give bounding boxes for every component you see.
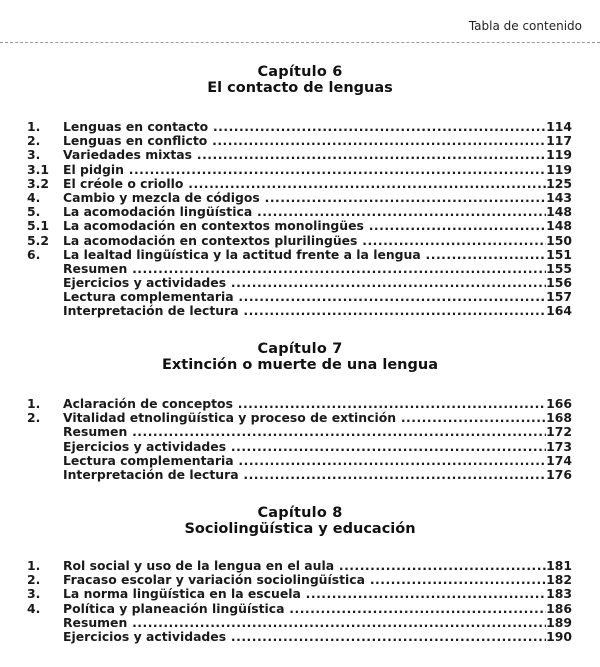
chapter-8-toc xyxy=(0,559,600,644)
toc-entry-page: 119 xyxy=(546,161,572,177)
toc-entry-page: 150 xyxy=(546,232,572,248)
toc-entry-number: 3.1 xyxy=(27,161,49,177)
toc-entry-label: La acomodación en contextos monolingües ..... xyxy=(63,219,546,233)
toc-entry[interactable] xyxy=(0,163,600,177)
toc-entry-number: 5. xyxy=(27,204,41,220)
toc-entry-number: 1. xyxy=(27,396,41,411)
toc-entry[interactable] xyxy=(0,468,600,482)
chapter-7-heading xyxy=(0,341,600,374)
toc-entry[interactable] xyxy=(0,248,600,262)
toc-entry[interactable] xyxy=(0,134,600,148)
toc-entry[interactable] xyxy=(0,559,600,573)
toc-entry-number: 2. xyxy=(27,410,41,426)
chapter-subtitle: El contacto de lenguas xyxy=(207,80,393,96)
chapter-subtitle: Sociolingüística y educación xyxy=(184,521,416,537)
toc-entry[interactable] xyxy=(0,304,600,318)
toc-entry-page: 168 xyxy=(546,410,572,426)
toc-entry-page: 173 xyxy=(546,438,572,454)
toc-entry[interactable] xyxy=(0,411,600,425)
toc-entry-label: La lealtad lingüística y la actitud frente a la lengua ..... xyxy=(63,248,546,262)
toc-entry[interactable] xyxy=(0,587,600,601)
toc-entry-page: 186 xyxy=(546,600,572,616)
toc-entry-number: 1. xyxy=(27,119,41,134)
toc-entry[interactable] xyxy=(0,440,600,454)
toc-entry-label: El pidgin ..... xyxy=(63,163,546,177)
toc-entry-label: Cambio y mezcla de códigos ..... xyxy=(63,191,546,205)
toc-entry-label: Ejercicios y actividades ..... xyxy=(63,440,546,454)
toc-entry[interactable] xyxy=(0,120,600,134)
toc-entry-page: 190 xyxy=(546,628,572,644)
toc-entry-number: 2. xyxy=(27,133,41,149)
chapter-7-toc xyxy=(0,397,600,482)
toc-entry-label: Resumen ..... xyxy=(63,425,546,439)
toc-entry-page: 156 xyxy=(546,275,572,291)
chapter-subtitle: Extinción o muerte de una lengua xyxy=(162,357,438,373)
toc-entry[interactable] xyxy=(0,262,600,276)
toc-entry[interactable] xyxy=(0,276,600,290)
toc-entry-label: La acomodación en contextos plurilingües ..... xyxy=(63,234,546,248)
toc-entry[interactable] xyxy=(0,205,600,219)
chapter-title: Capítulo 8 xyxy=(257,505,343,521)
toc-entry-page: 164 xyxy=(546,303,572,319)
toc-entry-label: Variedades mixtas ..... xyxy=(63,148,546,162)
toc-entry-label: Lenguas en contacto ..... xyxy=(63,120,546,134)
toc-entry-page: 114 xyxy=(546,119,572,134)
toc-entry-number: 6. xyxy=(27,246,41,262)
toc-entry-label: La acomodación lingüística ..... xyxy=(63,205,546,219)
toc-entry-label: Vitalidad etnolingüística y proceso de extinción ..... xyxy=(63,411,546,425)
toc-entry-number: 1. xyxy=(27,558,41,573)
toc-entry-label: Lectura complementaria ..... xyxy=(63,454,546,468)
toc-entry-number: 5.1 xyxy=(27,218,49,234)
toc-entry[interactable] xyxy=(0,290,600,304)
toc-entry-page: 174 xyxy=(546,452,572,468)
toc-entry[interactable] xyxy=(0,425,600,439)
toc-entry-page: 181 xyxy=(546,558,572,573)
toc-entry-page: 157 xyxy=(546,289,572,305)
toc-entry-page: 189 xyxy=(546,614,572,630)
toc-entry[interactable] xyxy=(0,630,600,644)
toc-entry-number: 3.2 xyxy=(27,175,49,191)
chapter-6-toc xyxy=(0,120,600,319)
toc-entry-label: Ejercicios y actividades ..... xyxy=(63,630,546,644)
header-rule xyxy=(0,42,600,43)
toc-entry-label: Resumen ..... xyxy=(63,262,546,276)
toc-entry[interactable] xyxy=(0,219,600,233)
toc-entry-page: 183 xyxy=(546,586,572,602)
toc-entry-label: Lectura complementaria ..... xyxy=(63,290,546,304)
chapter-8-heading xyxy=(0,505,600,538)
toc-entry-page: 155 xyxy=(546,260,572,276)
toc-entry-label: Resumen ..... xyxy=(63,616,546,630)
toc-entry[interactable] xyxy=(0,397,600,411)
toc-entry-label: Fracaso escolar y variación sociolingüística ..... xyxy=(63,573,546,587)
header-label: Tabla de contenido xyxy=(468,19,582,33)
toc-entry-page: 125 xyxy=(546,175,572,191)
toc-entry[interactable] xyxy=(0,177,600,191)
toc-entry-label: Ejercicios y actividades ..... xyxy=(63,276,546,290)
toc-entry-number: 3. xyxy=(27,586,41,602)
toc-entry-page: 172 xyxy=(546,424,572,440)
toc-entry-label: Interpretación de lectura ..... xyxy=(63,468,546,482)
toc-entry-page: 143 xyxy=(546,189,572,205)
toc-entry-page: 119 xyxy=(546,147,572,163)
toc-entry-page: 148 xyxy=(546,218,572,234)
toc-entry-page: 182 xyxy=(546,572,572,588)
toc-entry-page: 166 xyxy=(546,396,572,411)
toc-entry-number: 4. xyxy=(27,189,41,205)
toc-entry-page: 117 xyxy=(546,133,572,149)
toc-entry[interactable] xyxy=(0,616,600,630)
toc-entry-label: El créole o criollo ..... xyxy=(63,177,546,191)
toc-entry[interactable] xyxy=(0,191,600,205)
toc-entry[interactable] xyxy=(0,234,600,248)
toc-entry-label: La norma lingüística en la escuela ..... xyxy=(63,587,546,601)
toc-entry-number: 2. xyxy=(27,572,41,588)
toc-entry-number: 5.2 xyxy=(27,232,49,248)
toc-entry-label: Rol social y uso de la lengua en el aula ..... xyxy=(63,559,546,573)
toc-entry-label: Política y planeación lingüística ..... xyxy=(63,602,546,616)
chapter-title: Capítulo 6 xyxy=(257,64,343,80)
toc-entry-page: 148 xyxy=(546,204,572,220)
chapter-6-heading xyxy=(0,64,600,97)
toc-entry-label: Lenguas en conflicto ..... xyxy=(63,134,546,148)
toc-entry-number: 4. xyxy=(27,600,41,616)
toc-entry[interactable] xyxy=(0,573,600,587)
toc-entry-label: Interpretación de lectura ..... xyxy=(63,304,546,318)
toc-entry[interactable] xyxy=(0,602,600,616)
chapter-title: Capítulo 7 xyxy=(257,341,343,357)
toc-entry[interactable] xyxy=(0,148,600,162)
toc-entry-page: 176 xyxy=(546,466,572,482)
toc-entry-number: 3. xyxy=(27,147,41,163)
toc-entry-page: 151 xyxy=(546,246,572,262)
toc-entry-label: Aclaración de conceptos ..... xyxy=(63,397,546,411)
toc-entry[interactable] xyxy=(0,454,600,468)
